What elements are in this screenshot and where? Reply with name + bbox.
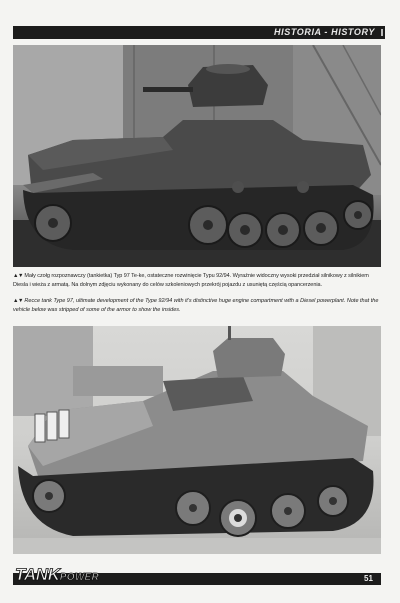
caption-polish-text: Mały czołg rozpoznawczy (tankietka) Typ 97 Te-ke, ostateczne rozwinięcie Typu 92/94. Wyraźnie widoczny wysoki przedział silnikowy z silnikiem Diesla i wieża z armatą. Na dolnym zdjęciu wykonany do celów szkoleniowych przekrój pojazdu z usuniętą częścią opancerzenia. <box>13 273 369 288</box>
header-divider <box>381 29 383 36</box>
caption-arrows-icon: ▲▼ <box>13 298 23 304</box>
logo-tank-text: TANK <box>15 565 60 584</box>
tank-photo-top-image <box>13 45 381 267</box>
tank-photo-bottom-image <box>13 326 381 554</box>
caption-polish <box>13 272 381 289</box>
section-label: HISTORIA - HISTORY <box>274 27 375 37</box>
header-band <box>13 26 385 39</box>
caption-english <box>13 297 381 314</box>
tank-photo-top <box>13 45 381 267</box>
tank-photo-bottom <box>13 326 381 554</box>
logo-power-text: POWER <box>59 572 100 583</box>
page-number: 51 <box>364 574 373 583</box>
caption-arrows-icon: ▲▼ <box>13 273 23 279</box>
tankpower-logo <box>15 565 99 585</box>
caption-english-text: Recce tank Type 97, ultimate development of the Type 92/94 with it's distinctive huge engine compartment with a Diesel powerplant. Note that the vehicle below was stripped of some of the armor to show the insides. <box>13 298 379 313</box>
